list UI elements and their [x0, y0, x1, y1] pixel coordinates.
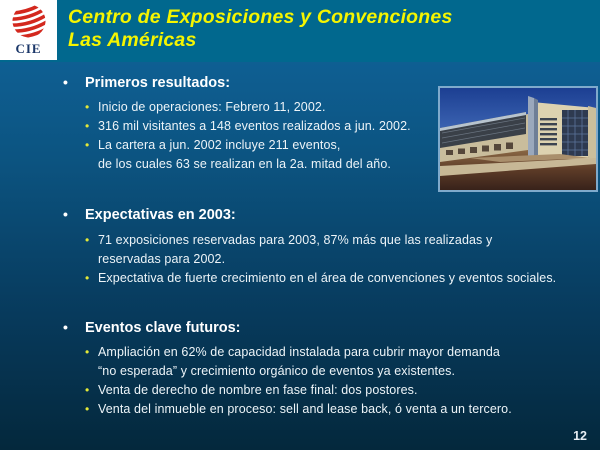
list-item-continuation: de los cuales 63 se realizan en la 2a. mitad del año.	[98, 157, 391, 171]
bullet-icon: •	[85, 119, 90, 133]
list-item: • Expectativa de fuerte crecimiento en el área de convenciones y eventos sociales.	[85, 269, 585, 288]
bullet-icon: •	[85, 233, 90, 247]
page-number: 12	[573, 429, 587, 443]
list-item: • Venta de derecho de nombre en fase final: dos postores.	[85, 381, 585, 400]
list-item: • 71 exposiciones reservadas para 2003, 87% más que las realizadas y	[85, 231, 585, 250]
bullet-icon: •	[85, 383, 90, 397]
bullet-icon: •	[63, 74, 68, 90]
bullet-icon: •	[85, 345, 90, 359]
globe-icon	[9, 2, 49, 42]
cie-logo	[0, 0, 57, 60]
section-heading-label: Expectativas en 2003:	[85, 207, 236, 223]
bullet-icon: •	[85, 271, 90, 285]
bullet-icon: •	[85, 100, 90, 114]
section-items-expectativas-2003	[85, 231, 585, 288]
list-item: • Inicio de operaciones: Febrero 11, 2002.	[85, 98, 585, 117]
section-heading-primeros-resultados	[63, 74, 230, 91]
slide-title	[68, 6, 588, 52]
section-heading-eventos-clave	[63, 319, 241, 336]
bullet-icon: •	[85, 138, 90, 152]
list-item: • 316 mil visitantes a 148 eventos realizados a jun. 2002.	[85, 117, 585, 136]
section-heading-expectativas-2003	[63, 206, 236, 223]
list-item: • Venta del inmueble en proceso: sell and lease back, ó venta a un tercero.	[85, 400, 585, 419]
list-item-continuation: “no esperada” y crecimiento orgánico de eventos ya existentes.	[98, 364, 456, 378]
list-item: • Ampliación en 62% de capacidad instalada para cubrir mayor demanda	[85, 343, 585, 362]
logo-text: CIE	[15, 41, 42, 56]
bullet-icon: •	[63, 319, 68, 335]
bullet-icon: •	[63, 206, 68, 222]
list-item: • La cartera a jun. 2002 incluye 211 eventos,	[85, 136, 585, 155]
slide-title-line1: Centro de Exposiciones y Convenciones	[68, 6, 453, 28]
list-item-continuation: reservadas para 2002.	[98, 252, 226, 266]
section-heading-label: Primeros resultados:	[85, 75, 231, 91]
section-items-primeros-resultados	[85, 98, 585, 174]
bullet-icon: •	[85, 402, 90, 416]
slide-title-line2: Las Américas	[68, 29, 197, 51]
section-heading-label: Eventos clave futuros:	[85, 320, 241, 336]
section-items-eventos-clave	[85, 343, 585, 419]
